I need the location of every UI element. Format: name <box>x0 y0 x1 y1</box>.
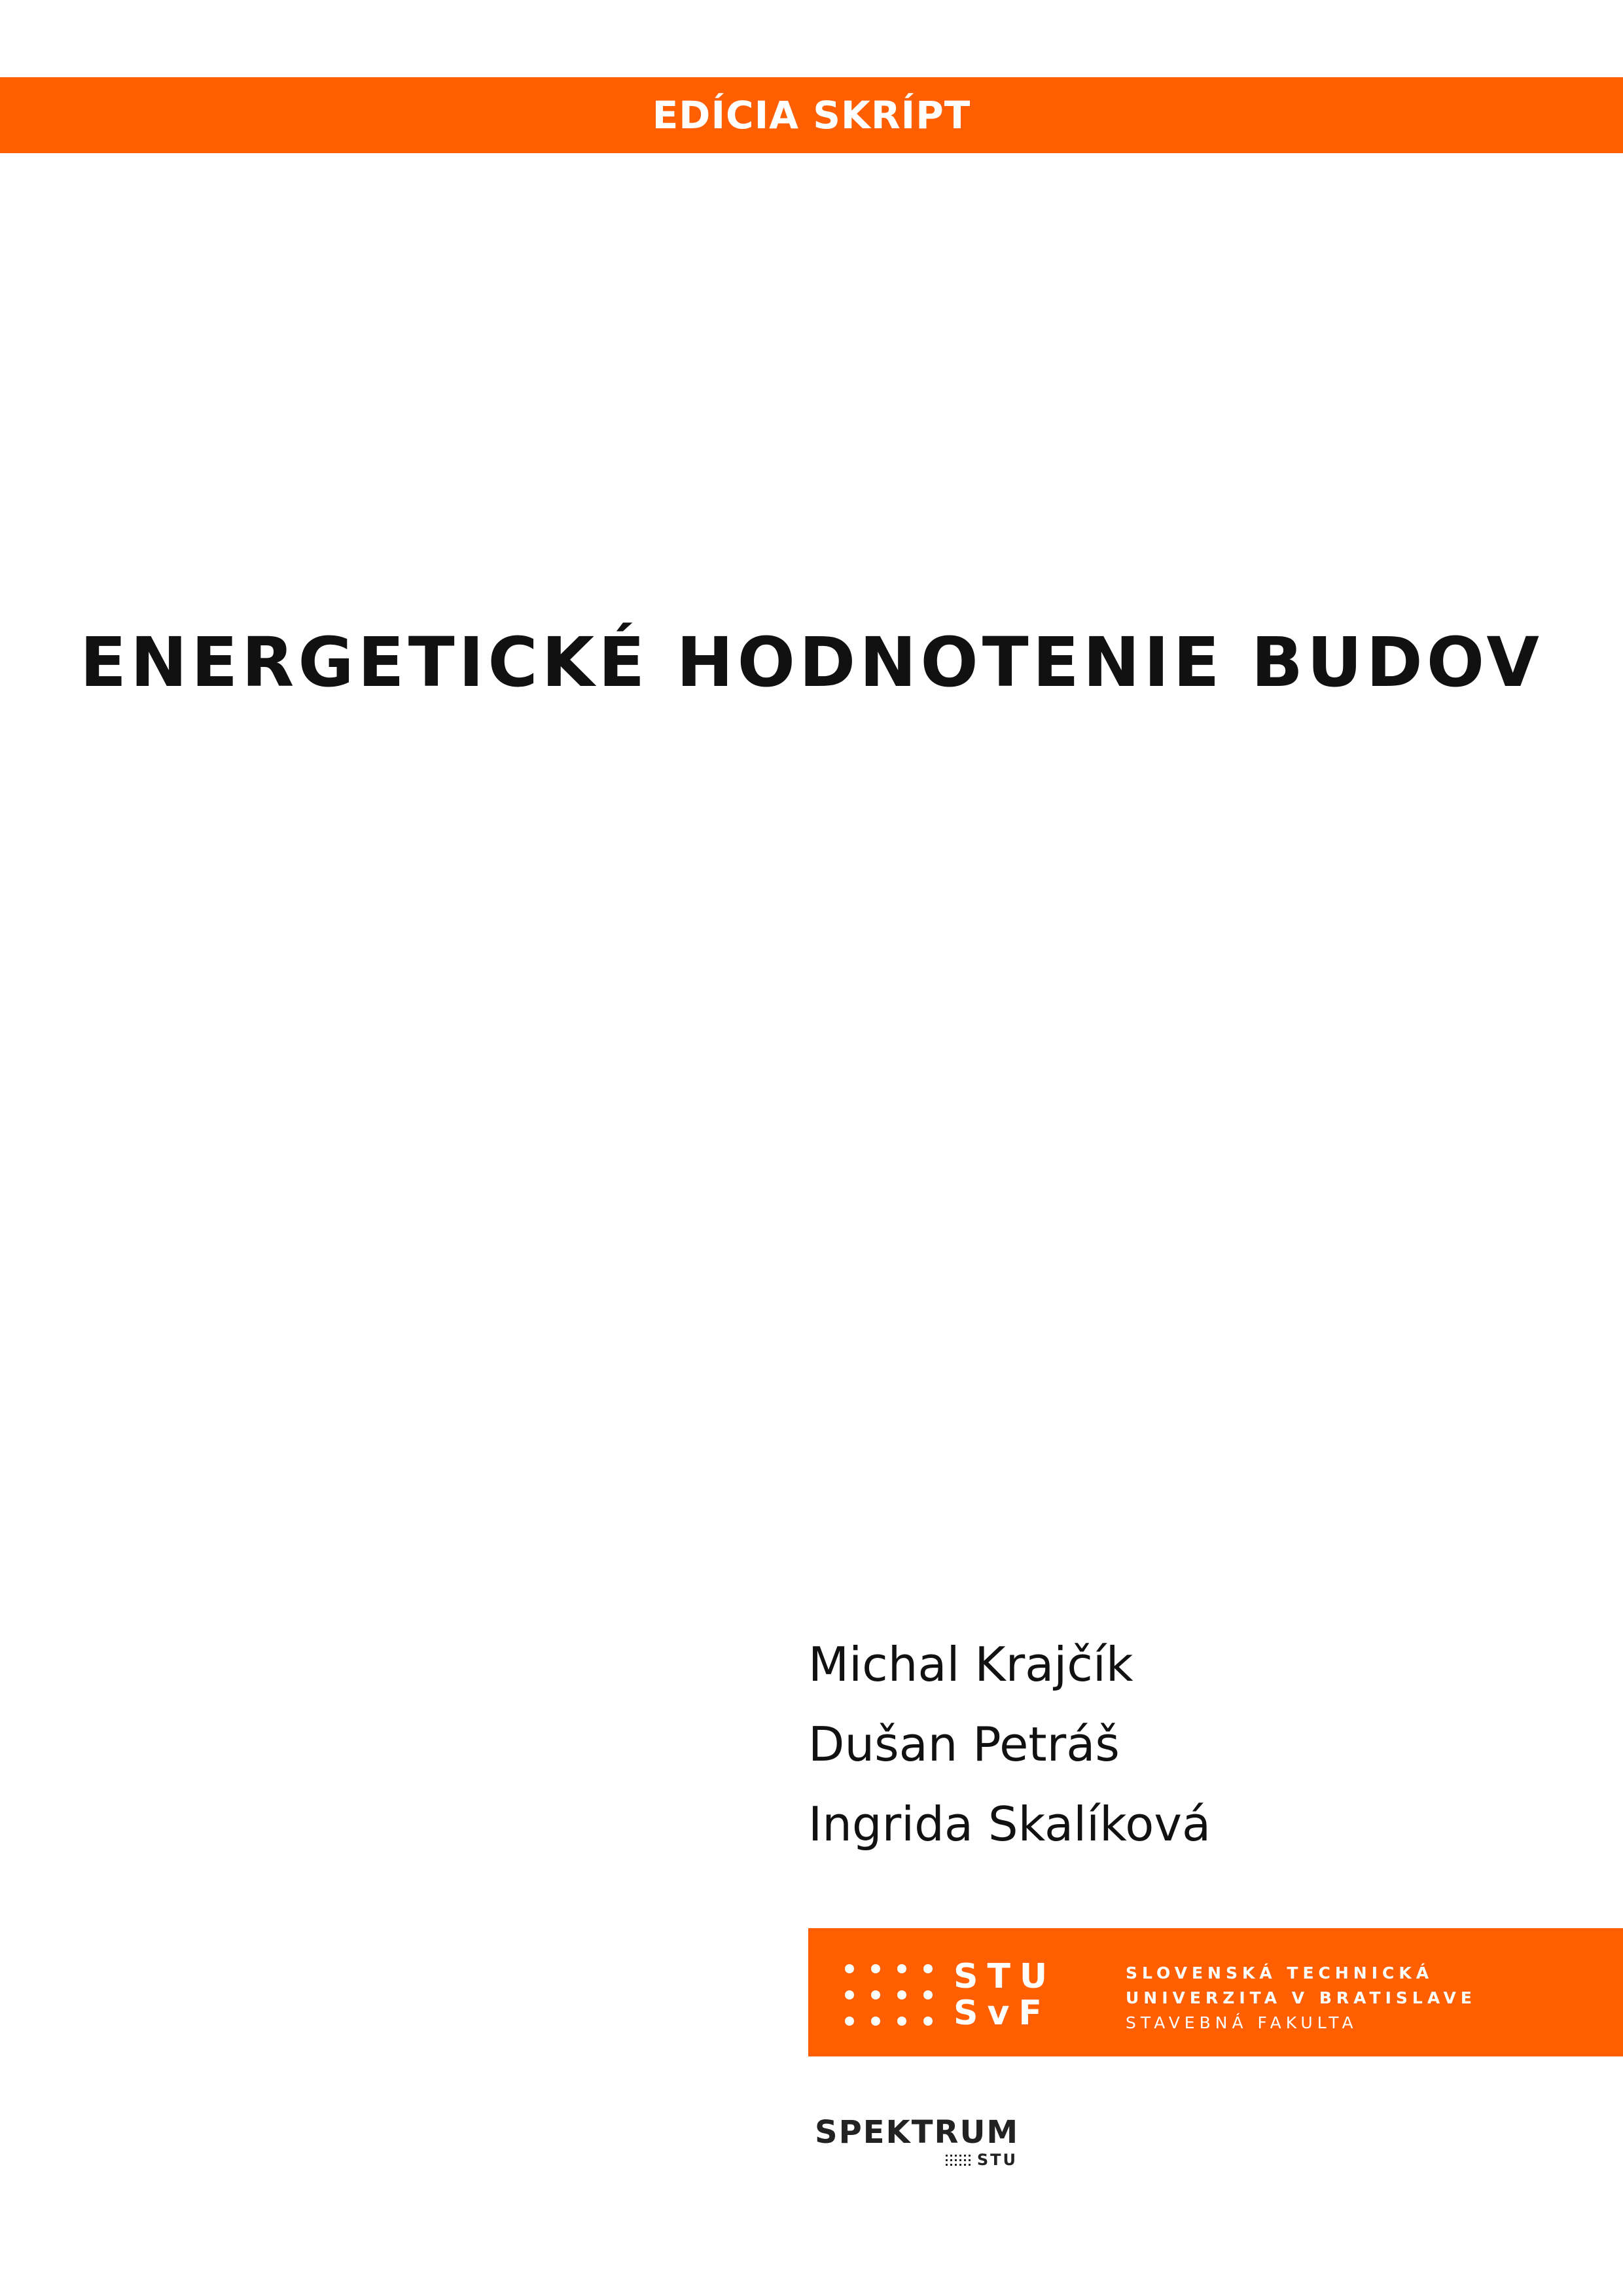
svf-logo-line: SvF <box>954 1994 1051 2033</box>
university-name-line: SLOVENSKÁ TECHNICKÁ <box>1126 1964 1434 1982</box>
publisher-logo <box>815 2115 1024 2174</box>
stu-logo-line: STU <box>954 1957 1057 1996</box>
stu-dot-grid-icon <box>844 1962 942 2028</box>
stu-logo-mark <box>954 1958 1056 2032</box>
author-name: Dušan Petráš <box>808 1717 1120 1772</box>
publisher-sub-label: STU <box>976 2151 1018 2169</box>
university-name-line: UNIVERZITA V BRATISLAVE <box>1126 1988 1476 2007</box>
author-name: Michal Krajčík <box>808 1637 1133 1692</box>
series-label: EDÍCIA SKRÍPT <box>652 93 971 137</box>
university-banner <box>808 1928 1623 2056</box>
university-name <box>1126 1961 1476 2036</box>
faculty-name: STAVEBNÁ FAKULTA <box>1126 2013 1358 2032</box>
author-list <box>808 1624 1594 1864</box>
book-title: ENERGETICKÉ HODNOTENIE BUDOV <box>80 622 1543 702</box>
author-name: Ingrida Skalíková <box>808 1797 1211 1852</box>
publisher-sub <box>815 2151 1018 2169</box>
spektrum-grid-icon <box>946 2153 972 2166</box>
publisher-name: SPEKTRUM <box>815 2114 1020 2151</box>
series-banner <box>0 77 1623 153</box>
